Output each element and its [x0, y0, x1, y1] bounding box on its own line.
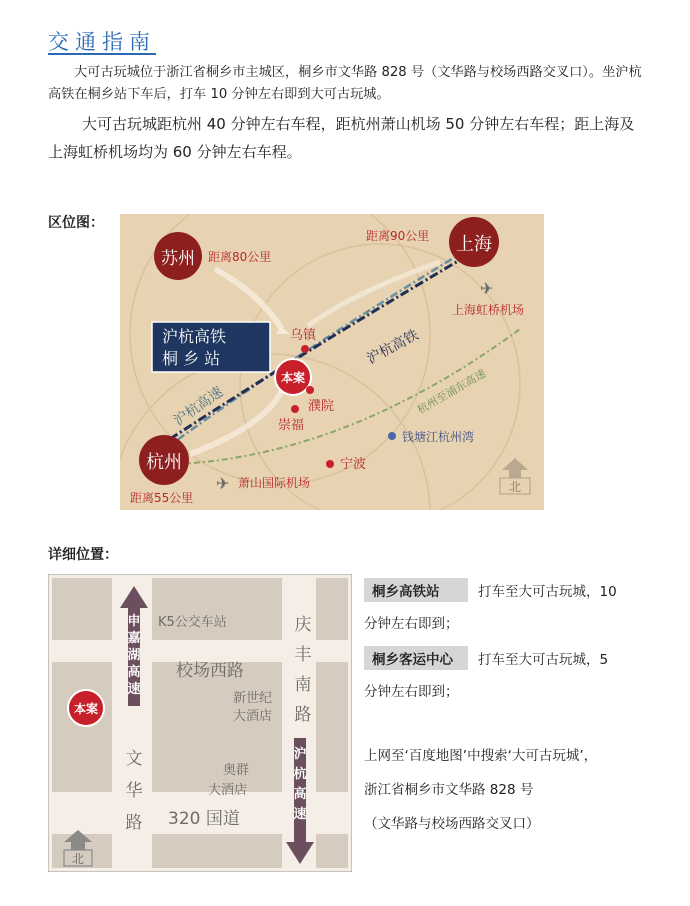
town-wuzhen-label: 乌镇	[290, 328, 317, 343]
search-intersection: （文华路与校场西路交叉口）	[364, 816, 540, 832]
town-ningbo-label: 宁波	[340, 457, 367, 472]
station1-text2: 分钟左右即到；	[364, 616, 459, 632]
route-rail-label: 沪杭高铁	[364, 327, 422, 368]
region-map	[120, 214, 544, 510]
svg-text:杭: 杭	[293, 767, 307, 782]
city-suzhou-label: 苏州	[161, 249, 195, 269]
road-320-label: 320 国道	[168, 809, 240, 829]
town-puyuan-label: 濮院	[308, 399, 335, 414]
station-box-line1: 沪杭高铁	[162, 327, 227, 346]
svg-text:南: 南	[294, 675, 312, 695]
page-title: 交通指南	[48, 30, 156, 54]
road-shenjia-label	[127, 613, 140, 697]
town-wuzhen-dot	[301, 345, 309, 353]
svg-text:大酒店: 大酒店	[208, 783, 248, 798]
city-shanghai-label: 上海	[456, 234, 492, 255]
search-address: 浙江省桐乡市文华路 828 号	[364, 782, 534, 798]
svg-text:华: 华	[125, 781, 143, 801]
svg-text:大酒店: 大酒店	[233, 709, 273, 724]
bay-dot	[388, 432, 396, 440]
direction-station1	[364, 578, 654, 602]
svg-text:路: 路	[125, 813, 143, 833]
svg-text:路: 路	[294, 705, 312, 725]
route-highway-label: 沪杭高速	[171, 384, 227, 430]
airplane-icon: ✈	[480, 279, 494, 298]
station2-text2: 分钟左右即到；	[364, 684, 459, 700]
intro-paragraph-location: 大可古玩城位于浙江省桐乡市主城区，桐乡市文华路 828 号（文华路与校场西路交叉口）。坐沪杭高铁在桐乡站下车后，打车 10 分钟左右即到大可古玩城。	[48, 65, 642, 102]
north-label: 北	[71, 852, 85, 866]
station2-name: 桐乡客运中心	[364, 646, 468, 670]
detail-map	[48, 574, 352, 872]
station1-name: 桐乡高铁站	[364, 578, 468, 602]
svg-text:沪: 沪	[293, 747, 307, 762]
town-chongfu-label: 崇福	[278, 418, 305, 433]
svg-text:申: 申	[127, 614, 141, 629]
intro-paragraph-distance: 大可古玩城距杭州 40 分钟左右车程，距杭州萧山机场 50 分钟左右车程；距上海及上海虹桥机场均为 60 分钟左右车程。	[48, 115, 635, 161]
svg-text:速: 速	[293, 807, 307, 822]
distance-hangzhou: 距离55公里	[130, 491, 194, 505]
station1-text: 打车至大可古玩城，10	[478, 584, 617, 600]
town-ningbo-dot	[326, 460, 334, 468]
station-box-line2: 桐 乡 站	[162, 349, 221, 368]
svg-text:文: 文	[125, 749, 143, 769]
svg-text:奥群: 奥群	[223, 763, 250, 778]
road-wenhua-label	[126, 749, 143, 833]
airport-xiaoshan-label: 萧山国际机场	[238, 476, 311, 490]
direction-station2	[364, 646, 654, 670]
svg-text:高: 高	[293, 787, 307, 802]
svg-text:湖: 湖	[127, 648, 141, 663]
road-xiaochang-label: 校场西路	[176, 661, 244, 681]
center-label: 本案	[280, 371, 306, 385]
airport-hongqiao-label: 上海虹桥机场	[452, 303, 525, 317]
bus-stop-label: K5公交车站	[158, 615, 227, 630]
distance-suzhou: 距离80公里	[208, 250, 272, 264]
airplane-icon: ✈	[216, 474, 230, 493]
city-hangzhou-label: 杭州	[146, 452, 182, 473]
search-instruction: 上网至‘百度地图’中搜索‘大可古玩城’，	[364, 748, 598, 764]
svg-text:庆: 庆	[294, 615, 312, 635]
detail-map-label: 详细位置：	[48, 547, 118, 563]
svg-text:新世纪: 新世纪	[233, 691, 273, 706]
town-chongfu-dot	[291, 405, 299, 413]
distance-shanghai: 距离90公里	[366, 229, 430, 243]
north-label: 北	[508, 480, 522, 494]
svg-text:高: 高	[127, 665, 141, 680]
svg-text:速: 速	[127, 682, 141, 697]
center-label: 本案	[73, 702, 99, 716]
town-puyuan-dot	[306, 386, 314, 394]
svg-text:丰: 丰	[294, 645, 312, 665]
svg-text:嘉: 嘉	[127, 631, 141, 646]
station2-text: 打车至大可古玩城，5	[478, 652, 609, 668]
bay-label: 钱塘江杭州湾	[402, 430, 475, 444]
region-map-label: 区位图：	[48, 215, 104, 231]
route-hangpu-label: 杭州至浦东高速	[415, 366, 489, 417]
